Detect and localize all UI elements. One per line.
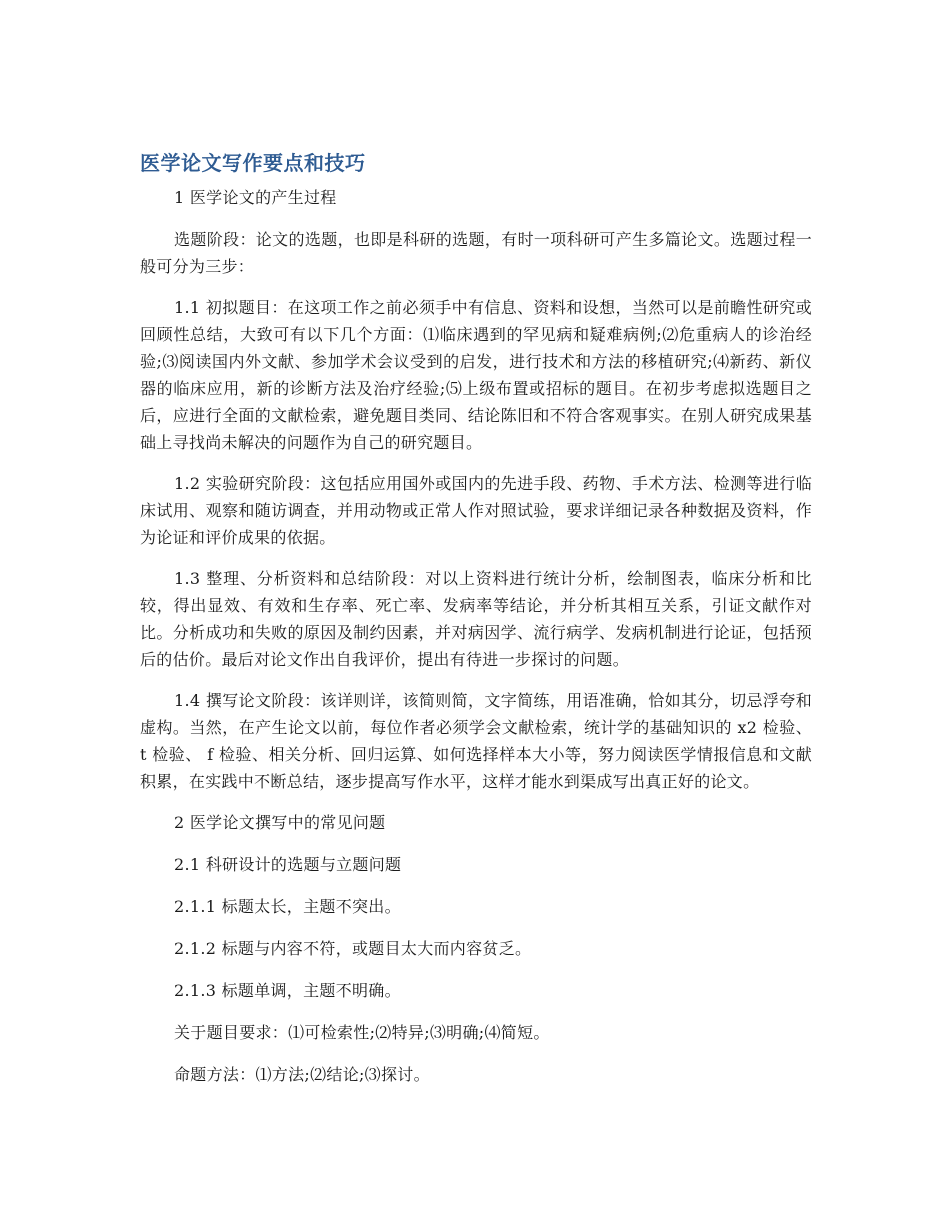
title-requirements: 关于题目要求：⑴可检索性;⑵特异;⑶明确;⑷简短。 — [174, 1023, 550, 1042]
paragraph-1-2: 1.2 实验研究阶段：这包括应用国外或国内的先进手段、药物、手术方法、检测等进行临床试用、观察和随访调查，并用动物或正常人作对照试验，要求详细记录各种数据及资料，作为论证和评价成果的依据。 — [140, 474, 812, 547]
item-2-1-2: 2.1.2 标题与内容不符，或题目太大而内容贫乏。 — [174, 939, 532, 958]
paragraph-topic-selection: 选题阶段：论文的选题，也即是科研的选题，有时一项科研可产生多篇论文。选题过程一般可分为三步： — [140, 230, 812, 276]
section-heading-1: 1 医学论文的产生过程 — [174, 188, 337, 207]
document-page — [140, 148, 812, 1103]
subsection-heading-2-1: 2.1 科研设计的选题与立题问题 — [174, 855, 402, 874]
document-title: 医学论文写作要点和技巧 — [140, 151, 366, 175]
paragraph-1-4: 1.4 撰写论文阶段：该详则详，该简则简，文字简练，用语准确，恰如其分，切忌浮夸和虚构。当然，在产生论文以前，每位作者必须学会文献检索，统计学的基础知识的 x2 检验、 t 检验、 f 检验、相关分析、回归运算、如何选择样本大小等，努力阅读医学情报信息和文献积累，在实践中不断总结，逐步提高写作水平，这样才能水到渠成写出真正好的论文。 — [140, 691, 812, 791]
item-2-1-3: 2.1.3 标题单调，主题不明确。 — [174, 981, 401, 1000]
paragraph-1-1: 1.1 初拟题目：在这项工作之前必须手中有信息、资料和设想，当然可以是前瞻性研究或回顾性总结，大致可有以下几个方面：⑴临床遇到的罕见病和疑难病例;⑵危重病人的诊治经验;⑶阅读国内外文献、参加学术会议受到的启发，进行技术和方法的移植研究;⑷新药、新仪器的临床应用，新的诊断方法及治疗经验;⑸上级布置或招标的题目。在初步考虑拟选题目之后，应进行全面的文献检索，避免题目类同、结论陈旧和不符合客观事实。在别人研究成果基础上寻找尚未解决的问题作为自己的研究题目。 — [140, 298, 812, 452]
paragraph-1-3: 1.3 整理、分析资料和总结阶段：对以上资料进行统计分析，绘制图表，临床分析和比较，得出显效、有效和生存率、死亡率、发病率等结论，并分析其相互关系，引证文献作对比。分析成功和失败的原因及制约因素，并对病因学、流行病学、发病机制进行论证，包括预后的估价。最后对论文作出自我评价，提出有待进一步探讨的问题。 — [140, 569, 812, 669]
section-heading-2: 2 医学论文撰写中的常见问题 — [174, 813, 386, 832]
naming-methods: 命题方法：⑴方法;⑵结论;⑶探讨。 — [174, 1065, 430, 1084]
item-2-1-1: 2.1.1 标题太长，主题不突出。 — [174, 897, 401, 916]
